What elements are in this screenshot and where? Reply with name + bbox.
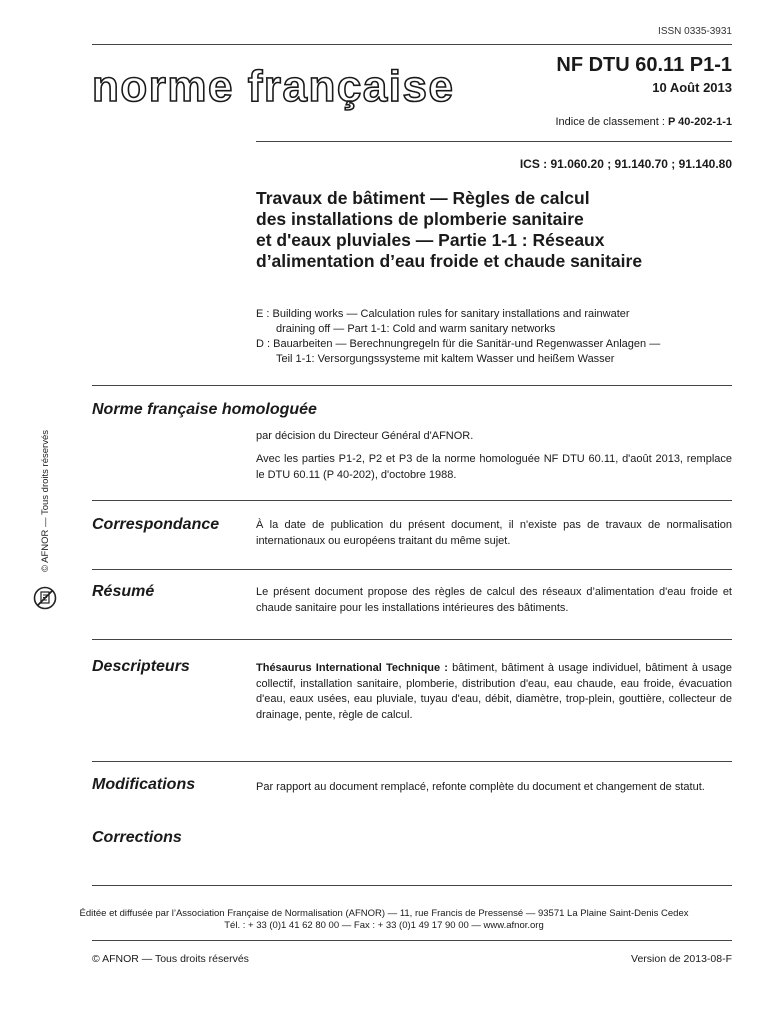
header-bottom-rule [256, 141, 732, 142]
standard-date: 10 Août 2013 [652, 80, 732, 95]
section-rule [92, 639, 732, 640]
document-title [256, 188, 736, 272]
modifications-text: Par rapport au document remplacé, refonte complète du document et changement de statut. [256, 781, 705, 793]
publisher-address: Éditée et diffusée par l’Association Française de Normalisation (AFNOR) — 11, rue Francis de Pressensé — 93571 La Plaine Saint-Denis Cedex [79, 908, 689, 919]
footer-rule [92, 885, 732, 886]
title-translations [256, 307, 736, 367]
classification-index [555, 116, 732, 128]
header-top-rule [92, 44, 732, 45]
descripteurs-text [256, 661, 732, 723]
title-line: des installations de plomberie sanitaire [256, 209, 584, 229]
standard-number: NF DTU 60.11 P1-1 [556, 54, 732, 76]
footer-copyright: © AFNOR — Tous droits réservés [92, 953, 249, 965]
resume-text: Le présent document propose des règles de calcul des réseaux d’alimentation d'eau froide et chaude sanitaire pour les installations intérieures des bâtiments. [256, 586, 732, 614]
descripteurs-keywords: bâtiment, bâtiment à usage individuel, bâtiment à usage collectif, installation sanitaire, plomberie, distribution d'eau, eau chaude, eau froide, évacuation d'eau, eaux usées, eau pluviale, tuyau d'eau, débit, diamètre, trop-plein, gouttière, collecteur de drainage, pente, règle de calcul. [256, 662, 733, 721]
section-heading-corrections: Corrections [92, 829, 182, 846]
section-rule [92, 569, 732, 570]
document-version: Version de 2013-08-F [631, 953, 732, 965]
english-title-line: E : Building works — Calculation rules for sanitary installations and rainwater [256, 308, 630, 320]
no-copy-icon [33, 586, 57, 610]
publisher-contact: Tél. : + 33 (0)1 41 62 80 00 — Fax : + 33 (0)1 49 17 90 00 — www.afnor.org [224, 920, 544, 931]
publisher-info [0, 908, 768, 932]
german-title-line: D : Bauarbeiten — Berechnungregeln für die Sanitär-und Regenwasser Anlagen — [256, 338, 661, 350]
title-line: et d'eaux pluviales — Partie 1-1 : Réseaux [256, 230, 605, 250]
german-title-line: Teil 1-1: Versorgungssysteme mit kaltem Wasser und heißem Wasser [276, 353, 615, 365]
side-copyright [40, 412, 54, 572]
side-copyright-text: © AFNOR — Tous droits réservés [40, 430, 51, 572]
section-heading-homologuee: Norme française homologuée [92, 401, 317, 418]
section-rule [92, 500, 732, 501]
thesaurus-label: Thésaurus International Technique : [256, 662, 448, 674]
section-rule [92, 385, 732, 386]
title-line: d’alimentation d’eau froide et chaude sanitaire [256, 251, 643, 271]
english-title-line: draining off — Part 1-1: Cold and warm sanitary networks [276, 323, 556, 335]
section-heading-modifications: Modifications [92, 776, 196, 793]
issn-number: ISSN 0335-3931 [658, 26, 732, 37]
section-heading-resume: Résumé [92, 583, 155, 600]
section-heading-descripteurs: Descripteurs [92, 658, 190, 675]
ics-codes: ICS : 91.060.20 ; 91.140.70 ; 91.140.80 [519, 157, 732, 171]
masthead-title: norme française [92, 62, 455, 111]
classification-index-value: P 40-202-1-1 [667, 116, 732, 128]
section-rule [92, 761, 732, 762]
homologation-replacement: Avec les parties P1-2, P2 et P3 de la norme homologuée NF DTU 60.11, d'août 2013, remplace le DTU 60.11 (P 40-202), d'octobre 1988. [256, 453, 732, 481]
footer-bottom-rule [92, 940, 732, 941]
homologation-decision: par décision du Directeur Général d'AFNOR. [256, 430, 474, 442]
title-line: Travaux de bâtiment — Règles de calcul [256, 188, 590, 208]
correspondance-text: À la date de publication du présent document, il n'existe pas de travaux de normalisation internationaux ou européens traitant du même sujet. [256, 519, 732, 547]
classification-index-label: Indice de classement : [555, 116, 668, 128]
section-heading-correspondance: Correspondance [92, 516, 220, 533]
